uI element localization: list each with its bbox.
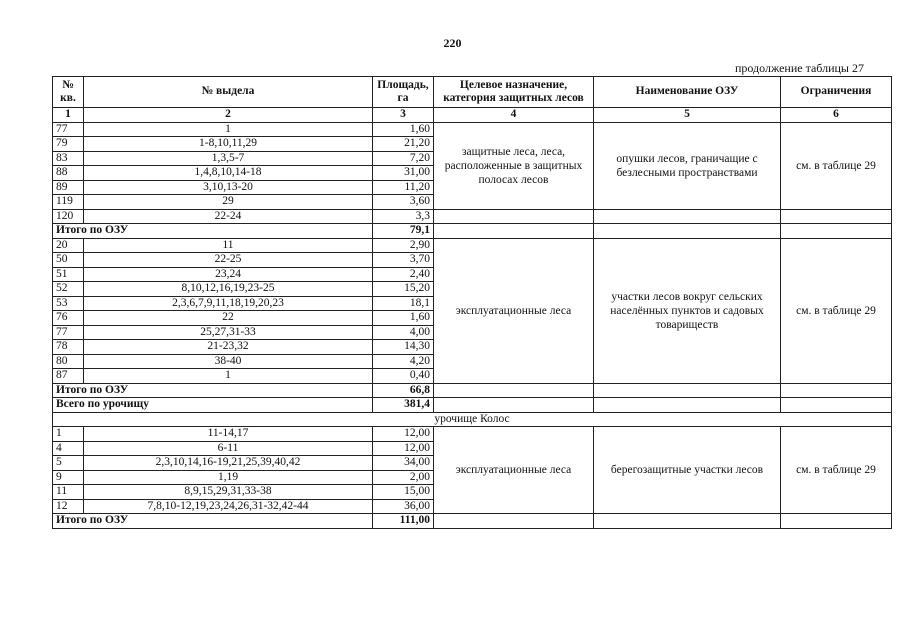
kv-cell: 76 [53, 311, 84, 326]
column-number: 5 [594, 108, 781, 123]
kv-cell: 20 [53, 238, 84, 253]
kv-cell: 120 [53, 209, 84, 224]
vydel-cell: 1 [84, 369, 373, 384]
page-number: 220 [443, 36, 462, 50]
column-number: 4 [434, 108, 594, 123]
header-purpose: Целевое назначение, категория защитных лесов [434, 77, 594, 108]
empty-cell [434, 383, 594, 398]
purpose-cell: защитные леса, леса, расположенные в защитных полосах лесов [434, 122, 594, 209]
empty-cell [594, 514, 781, 529]
vydel-cell: 1,3,5-7 [84, 151, 373, 166]
table-row [53, 122, 892, 137]
header-kv: № кв. [53, 77, 84, 108]
subtotal-row [53, 224, 892, 239]
vydel-cell: 2,3,10,14,16-19,21,25,39,40,42 [84, 456, 373, 471]
restrictions-cell: см. в таблице 29 [781, 238, 892, 383]
vydel-cell: 1,19 [84, 470, 373, 485]
table-header-row [53, 77, 892, 108]
ozu-name-cell: участки лесов вокруг сельских населённых пунктов и садовых товариществ [594, 238, 781, 383]
ozu-name-cell: берегозащитные участки лесов [594, 427, 781, 514]
kv-cell: 80 [53, 354, 84, 369]
section-header-row [53, 412, 892, 427]
subtotal-label: Итого по ОЗУ [53, 383, 373, 398]
vydel-cell: 22 [84, 311, 373, 326]
header-ozu-name: Наименование ОЗУ [594, 77, 781, 108]
subtotal-value: 66,8 [373, 383, 434, 398]
vydel-cell: 8,9,15,29,31,33-38 [84, 485, 373, 500]
area-cell: 14,30 [373, 340, 434, 355]
empty-cell [781, 514, 892, 529]
area-cell: 18,1 [373, 296, 434, 311]
subtotal-row [53, 514, 892, 529]
vydel-cell: 1 [84, 122, 373, 137]
subtotal-value: 111,00 [373, 514, 434, 529]
table-row [53, 238, 892, 253]
empty-cell [594, 209, 781, 224]
kv-cell: 88 [53, 166, 84, 181]
kv-cell: 87 [53, 369, 84, 384]
vydel-cell: 11 [84, 238, 373, 253]
kv-cell: 52 [53, 282, 84, 297]
table-row [53, 209, 892, 224]
kv-cell: 77 [53, 122, 84, 137]
vydel-cell: 1-8,10,11,29 [84, 137, 373, 152]
area-cell: 12,00 [373, 441, 434, 456]
area-cell: 21,20 [373, 137, 434, 152]
subtotal-row [53, 383, 892, 398]
ozu-name-cell: опушки лесов, граничащие с безлесными пространствами [594, 122, 781, 209]
area-cell: 2,90 [373, 238, 434, 253]
kv-cell: 79 [53, 137, 84, 152]
column-number: 1 [53, 108, 84, 123]
vydel-cell: 38-40 [84, 354, 373, 369]
column-number: 3 [373, 108, 434, 123]
restrictions-cell: см. в таблице 29 [781, 427, 892, 514]
area-cell: 4,20 [373, 354, 434, 369]
purpose-cell: эксплуатационные леса [434, 427, 594, 514]
subtotal-value: 79,1 [373, 224, 434, 239]
area-cell: 34,00 [373, 456, 434, 471]
column-number-row [53, 108, 892, 123]
area-cell: 7,20 [373, 151, 434, 166]
vydel-cell: 23,24 [84, 267, 373, 282]
vydel-cell: 1,4,8,10,14-18 [84, 166, 373, 181]
kv-cell: 50 [53, 253, 84, 268]
kv-cell: 83 [53, 151, 84, 166]
empty-cell [434, 224, 594, 239]
section-title: урочище Колос [53, 412, 892, 427]
area-cell: 2,40 [373, 267, 434, 282]
empty-cell [434, 514, 594, 529]
kv-cell: 5 [53, 456, 84, 471]
area-cell: 11,20 [373, 180, 434, 195]
vydel-cell: 2,3,6,7,9,11,18,19,20,23 [84, 296, 373, 311]
area-cell: 2,00 [373, 470, 434, 485]
vydel-cell: 3,10,13-20 [84, 180, 373, 195]
kv-cell: 1 [53, 427, 84, 442]
area-cell: 15,00 [373, 485, 434, 500]
vydel-cell: 21-23,32 [84, 340, 373, 355]
vydel-cell: 22-25 [84, 253, 373, 268]
column-number: 6 [781, 108, 892, 123]
area-cell: 1,60 [373, 122, 434, 137]
kv-cell: 89 [53, 180, 84, 195]
vydel-cell: 29 [84, 195, 373, 210]
header-vydel: № выдела [84, 77, 373, 108]
empty-cell [594, 398, 781, 413]
vydel-cell: 25,27,31-33 [84, 325, 373, 340]
kv-cell: 11 [53, 485, 84, 500]
kv-cell: 78 [53, 340, 84, 355]
grand-total-row [53, 398, 892, 413]
vydel-cell: 8,10,12,16,19,23-25 [84, 282, 373, 297]
empty-cell [781, 209, 892, 224]
empty-cell [781, 398, 892, 413]
kv-cell: 53 [53, 296, 84, 311]
subtotal-label: Итого по ОЗУ [53, 514, 373, 529]
empty-cell [434, 398, 594, 413]
purpose-cell: эксплуатационные леса [434, 238, 594, 383]
empty-cell [594, 224, 781, 239]
area-cell: 0,40 [373, 369, 434, 384]
vydel-cell: 6-11 [84, 441, 373, 456]
kv-cell: 9 [53, 470, 84, 485]
table-row [53, 427, 892, 442]
header-area: Площадь, га [373, 77, 434, 108]
grand-total-value: 381,4 [373, 398, 434, 413]
area-cell: 3,3 [373, 209, 434, 224]
kv-cell: 77 [53, 325, 84, 340]
subtotal-label: Итого по ОЗУ [53, 224, 373, 239]
table-continuation-label: продолжение таблицы 27 [734, 61, 864, 75]
forest-areas-table [52, 76, 892, 529]
area-cell: 1,60 [373, 311, 434, 326]
area-cell: 12,00 [373, 427, 434, 442]
area-cell: 15,20 [373, 282, 434, 297]
kv-cell: 12 [53, 499, 84, 514]
area-cell: 36,00 [373, 499, 434, 514]
empty-cell [434, 209, 594, 224]
grand-total-label: Всего по урочищу [53, 398, 373, 413]
area-cell: 3,60 [373, 195, 434, 210]
kv-cell: 119 [53, 195, 84, 210]
kv-cell: 51 [53, 267, 84, 282]
empty-cell [781, 224, 892, 239]
vydel-cell: 7,8,10-12,19,23,24,26,31-32,42-44 [84, 499, 373, 514]
area-cell: 3,70 [373, 253, 434, 268]
empty-cell [594, 383, 781, 398]
column-number: 2 [84, 108, 373, 123]
empty-cell [781, 383, 892, 398]
kv-cell: 4 [53, 441, 84, 456]
header-restrictions: Ограничения [781, 77, 892, 108]
vydel-cell: 11-14,17 [84, 427, 373, 442]
vydel-cell: 22-24 [84, 209, 373, 224]
area-cell: 4,00 [373, 325, 434, 340]
restrictions-cell: см. в таблице 29 [781, 122, 892, 209]
area-cell: 31,00 [373, 166, 434, 181]
